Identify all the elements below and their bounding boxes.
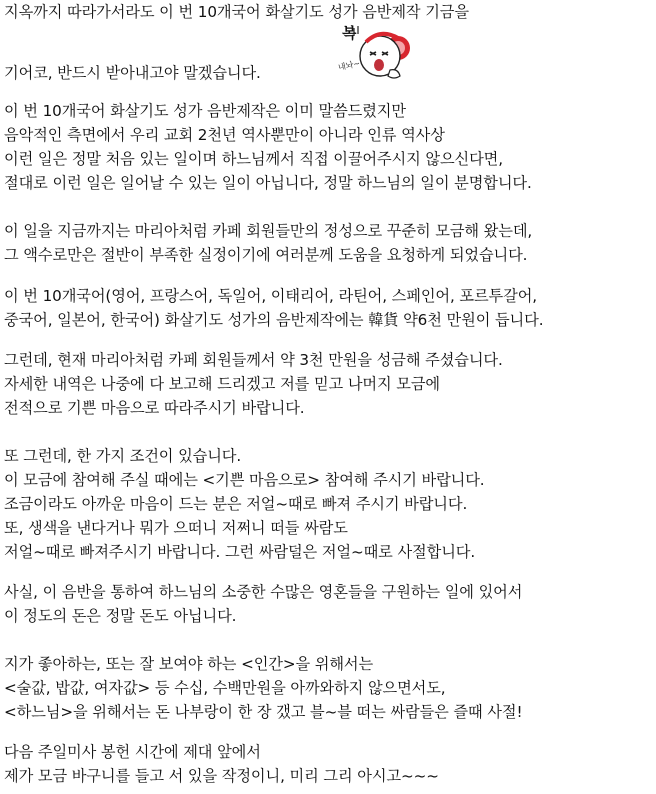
text-line: 이런 일은 정말 처음 있는 일이며 하느님께서 직접 이끌어주시지 않으신다면,	[4, 150, 503, 168]
text-line: 또, 생색을 낸다거나 뭐가 으떠니 저쩌니 떠들 싸람도	[4, 519, 348, 537]
text-line: 조금이라도 아까운 마음이 드는 분은 저얼~때로 빠져 주시기 바랍니다.	[4, 495, 468, 513]
text-line: 전적으로 기쁜 마음으로 따라주시기 바랍니다.	[4, 399, 305, 417]
text-line: 다음 주일미사 봉헌 시간에 제대 앞에서	[4, 743, 261, 761]
text-line: 음악적인 측면에서 우리 교회 2천년 역사뿐만이 아니라 인류 역사상	[4, 126, 445, 144]
text-line: 절대로 이런 일은 일어날 수 있는 일이 아닙니다, 정말 하느님의 일이 분명합니다.	[4, 174, 532, 192]
text-line: 지옥까지 따라가서라도 이 번 10개국어 화살기도 성가 음반제작 기금을	[4, 3, 469, 21]
sticker-big-text: 복	[342, 24, 357, 42]
text-line: 그런데, 현재 마리아처럼 카페 회원들께서 약 3천 만원을 성금해 주셨습니다.	[4, 351, 503, 369]
text-line: 또 그런데, 한 가지 조건이 있습니다.	[4, 447, 242, 465]
text-line: <하느님>을 위해서는 돈 나부랑이 한 장 갰고 블~블 떠는 싸람들은 즐때 사절!	[4, 703, 523, 721]
text-line: <술값, 밥값, 여자값> 등 수십, 수백만원을 아까와하지 않으면서도,	[4, 679, 446, 697]
sticker-image	[336, 22, 412, 84]
text-line: 이 일을 지금까지는 마리아처럼 카페 회원들만의 정성으로 꾸준히 모금해 왔는데,	[4, 222, 533, 240]
text-line: 그 액수로만은 절반이 부족한 실정이기에 여러분께 도움을 요청하게 되었습니다.	[4, 246, 528, 264]
text-line: 지가 좋아하는, 또는 잘 보여야 하는 <인간>을 위해서는	[4, 655, 374, 673]
text-line: 자세한 내역은 나중에 다 보고해 드리겠고 저를 믿고 나머지 모금에	[4, 375, 440, 393]
text-line: 중국어, 일본어, 한국어) 화살기도 성가의 음반제작에는 韓貨 약6천 만원이 듭니다.	[4, 311, 544, 329]
text-line: 저얼~때로 빠져주시기 바랍니다. 그런 싸람덜은 저얼~때로 사절합니다.	[4, 543, 476, 561]
sticker-small-text: 내놔~	[337, 58, 361, 73]
text-line: 사실, 이 음반을 통하여 하느님의 소중한 수많은 영혼들을 구원하는 일에 있어서	[4, 583, 523, 601]
text-line: 이 정도의 돈은 정말 돈도 아닙니다.	[4, 607, 237, 625]
text-line: 제가 모금 바구니를 들고 서 있을 작정이니, 미리 그리 아시고~~~	[4, 767, 439, 785]
text-line: 기어코, 반드시 받아내고야 말겠습니다.	[4, 64, 261, 82]
text-line: 이 번 10개국어 화살기도 성가 음반제작은 이미 말씀드렸지만	[4, 102, 406, 120]
text-line: 이 모금에 참여해 주실 때에는 <기쁜 마음으로> 참여해 주시기 바랍니다.	[4, 471, 485, 489]
text-line: 이 번 10개국어(영어, 프랑스어, 독일어, 이태리어, 라틴어, 스페인어, 포르투갈어,	[4, 287, 537, 305]
